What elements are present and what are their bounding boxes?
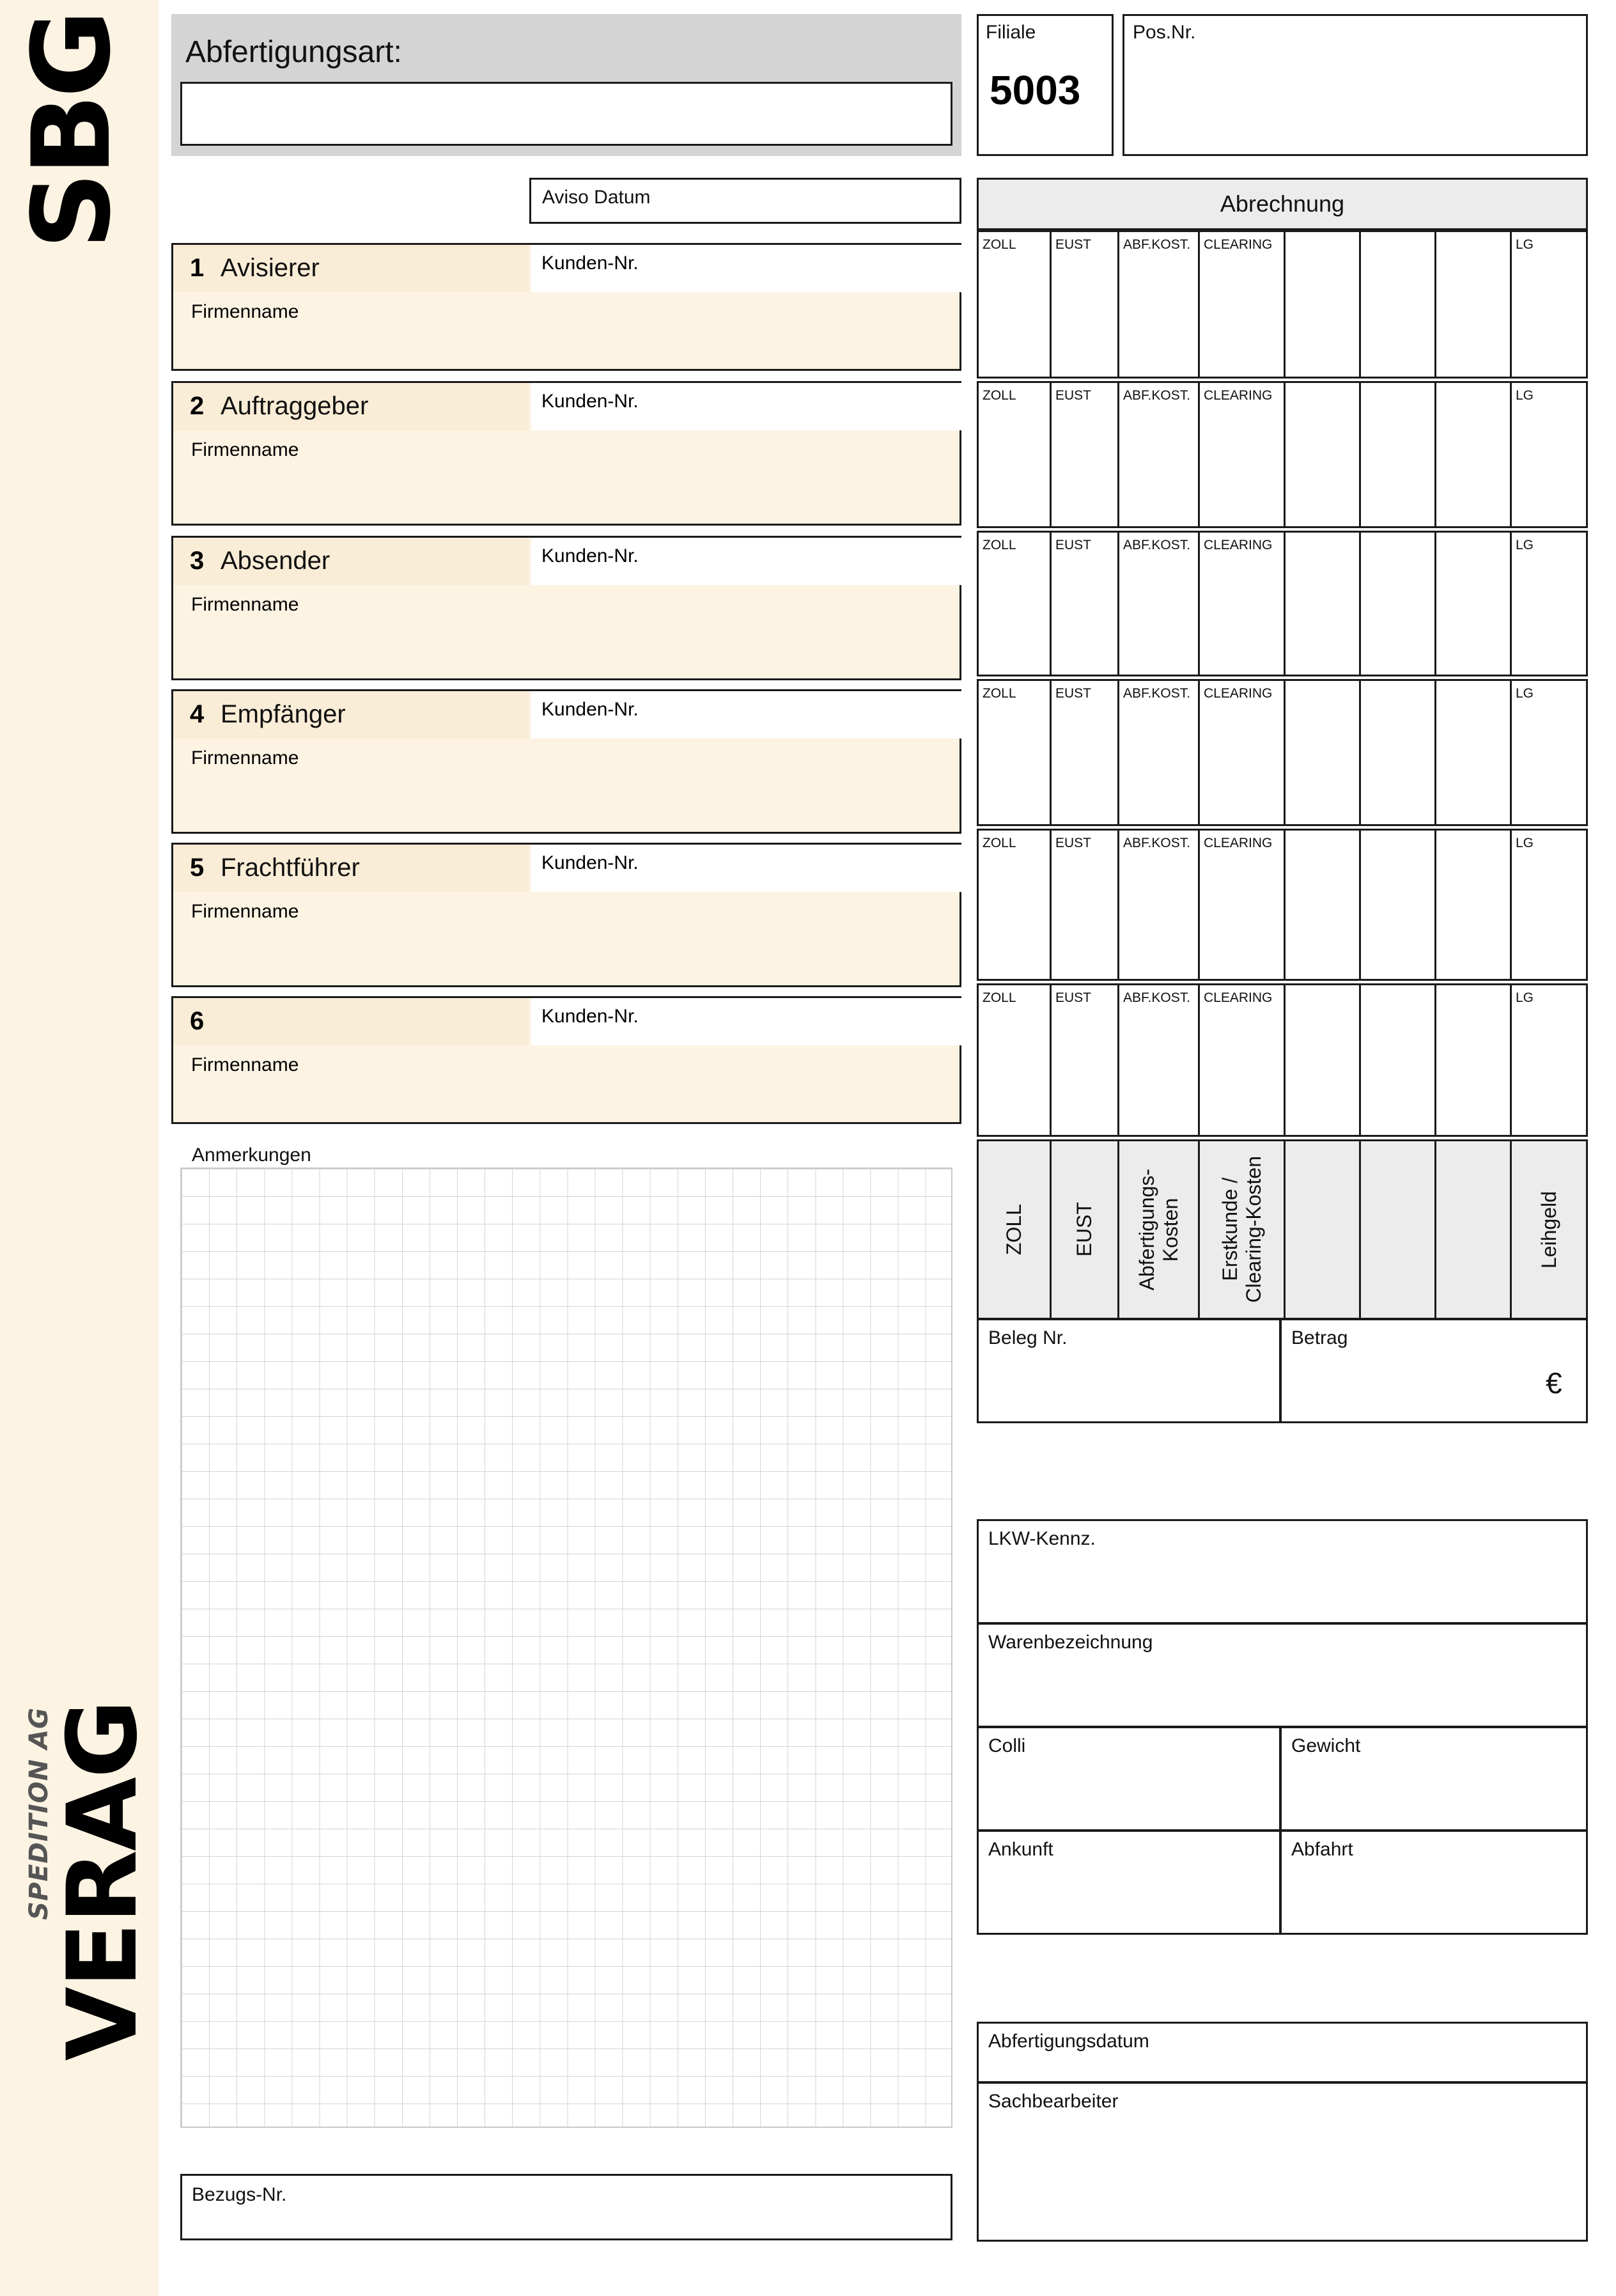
abrechnung-cell-label-r4-c2: EUST bbox=[1055, 686, 1092, 701]
abrechnung-cell-label-r6-c8: LG bbox=[1516, 990, 1534, 1005]
abrechnung-vertical-label-3: Abfertigungs- Kosten bbox=[1135, 1168, 1182, 1291]
colli-label: Colli bbox=[988, 1735, 1026, 1756]
abrechnung-cell-label-r3-c4: CLEARING bbox=[1204, 538, 1273, 552]
party-title-4: Empfänger bbox=[221, 700, 346, 728]
firmenname-label-1: Firmenname bbox=[191, 301, 299, 322]
abrechnung-cell-r4-c4[interactable] bbox=[1200, 681, 1286, 824]
abrechnung-cell-label-r1-c3: ABF.KOST. bbox=[1123, 237, 1191, 252]
abrechnung-cell-r2-c1[interactable] bbox=[979, 383, 1052, 526]
party-title-strip-5 bbox=[173, 845, 529, 892]
abfahrt-label: Abfahrt bbox=[1291, 1839, 1353, 1860]
abrechnung-cell-r6-c7[interactable] bbox=[1436, 985, 1512, 1135]
kundennr-field-6[interactable] bbox=[531, 998, 961, 1045]
abrechnung-cell-r1-c5[interactable] bbox=[1286, 232, 1361, 377]
abrechnung-cell-r5-c1[interactable] bbox=[979, 831, 1052, 979]
abrechnung-cell-r4-c1[interactable] bbox=[979, 681, 1052, 824]
party-number-3: 3 bbox=[190, 547, 205, 575]
gewicht-label: Gewicht bbox=[1291, 1735, 1361, 1756]
abrechnung-cell-label-r3-c3: ABF.KOST. bbox=[1123, 538, 1191, 552]
abrechnung-cell-r6-c4[interactable] bbox=[1200, 985, 1286, 1135]
abrechnung-vertical-label-4: Erstkunde / Clearing-Kosten bbox=[1218, 1156, 1265, 1303]
firmenname-label-3: Firmenname bbox=[191, 594, 299, 615]
verag-logo-sub: SPEDITION AG bbox=[24, 1707, 54, 1920]
abrechnung-cell-r6-c1[interactable] bbox=[979, 985, 1052, 1135]
bezugs-nr-label: Bezugs-Nr. bbox=[192, 2184, 287, 2205]
abrechnung-cell-r1-c3[interactable] bbox=[1119, 232, 1200, 377]
kundennr-label-3: Kunden-Nr. bbox=[541, 545, 639, 566]
abrechnung-cell-label-r5-c2: EUST bbox=[1055, 836, 1092, 850]
firmenname-label-4: Firmenname bbox=[191, 747, 299, 769]
abrechnung-vertical-cell-5 bbox=[1286, 1141, 1361, 1318]
posnr-label: Pos.Nr. bbox=[1133, 22, 1196, 43]
abrechnung-cell-label-r1-c8: LG bbox=[1516, 237, 1534, 252]
firmenname-label-5: Firmenname bbox=[191, 901, 299, 922]
abrechnung-cell-r4-c7[interactable] bbox=[1436, 681, 1512, 824]
abrechnung-vertical-cell-1 bbox=[979, 1141, 1052, 1318]
abrechnung-cell-label-r5-c1: ZOLL bbox=[983, 836, 1016, 850]
anmerkungen-label: Anmerkungen bbox=[192, 1144, 311, 1166]
party-title-strip-3 bbox=[173, 538, 529, 585]
abrechnung-cell-r6-c5[interactable] bbox=[1286, 985, 1361, 1135]
party-number-5: 5 bbox=[190, 854, 205, 882]
abrechnung-cell-r3-c2[interactable] bbox=[1052, 533, 1119, 675]
kundennr-field-3[interactable] bbox=[531, 538, 961, 585]
abrechnung-vertical-label-8: Leihgeld bbox=[1537, 1191, 1560, 1269]
abrechnung-cell-r3-c6[interactable] bbox=[1361, 533, 1436, 675]
abrechnung-cell-label-r2-c1: ZOLL bbox=[983, 388, 1016, 403]
abrechnung-cell-r5-c2[interactable] bbox=[1052, 831, 1119, 979]
abrechnung-cell-r3-c3[interactable] bbox=[1119, 533, 1200, 675]
abrechnung-cell-r5-c4[interactable] bbox=[1200, 831, 1286, 979]
party-number-2: 2 bbox=[190, 392, 205, 420]
abrechnung-cell-r2-c5[interactable] bbox=[1286, 383, 1361, 526]
abrechnung-cell-label-r5-c8: LG bbox=[1516, 836, 1534, 850]
abrechnung-cell-label-r4-c4: CLEARING bbox=[1204, 686, 1273, 701]
sbg-logo: SBG bbox=[9, 13, 134, 249]
abrechnung-cell-label-r6-c3: ABF.KOST. bbox=[1123, 990, 1191, 1005]
abrechnung-cell-r4-c8[interactable] bbox=[1512, 681, 1586, 824]
abrechnung-cell-r4-c5[interactable] bbox=[1286, 681, 1361, 824]
abrechnung-cell-r5-c8[interactable] bbox=[1512, 831, 1586, 979]
kundennr-label-2: Kunden-Nr. bbox=[541, 391, 639, 412]
abrechnung-row-4 bbox=[977, 679, 1588, 826]
party-title-strip-4 bbox=[173, 691, 529, 738]
abfertigungsart-label: Abfertigungsart: bbox=[185, 35, 402, 69]
abrechnung-vertical-cell-7 bbox=[1436, 1141, 1512, 1318]
abrechnung-cell-label-r4-c8: LG bbox=[1516, 686, 1534, 701]
kundennr-label-5: Kunden-Nr. bbox=[541, 852, 639, 873]
abrechnung-cell-r6-c2[interactable] bbox=[1052, 985, 1119, 1135]
abrechnung-cell-r2-c8[interactable] bbox=[1512, 383, 1586, 526]
party-block-6 bbox=[171, 996, 961, 1124]
party-title-strip-6 bbox=[173, 998, 529, 1045]
filiale-value: 5003 bbox=[990, 67, 1081, 113]
kundennr-label-6: Kunden-Nr. bbox=[541, 1006, 639, 1027]
kundennr-field-5[interactable] bbox=[531, 845, 961, 892]
abrechnung-cell-label-r2-c3: ABF.KOST. bbox=[1123, 388, 1191, 403]
abrechnung-row-6 bbox=[977, 983, 1588, 1137]
abrechnung-vertical-cell-2 bbox=[1052, 1141, 1119, 1318]
abrechnung-cell-r2-c2[interactable] bbox=[1052, 383, 1119, 526]
verag-logo bbox=[19, 1701, 159, 2199]
verag-logo-main: VERAG bbox=[47, 1701, 159, 2061]
abrechnung-cell-r2-c6[interactable] bbox=[1361, 383, 1436, 526]
abrechnung-cell-r4-c3[interactable] bbox=[1119, 681, 1200, 824]
abrechnung-row-1 bbox=[977, 230, 1588, 379]
kundennr-field-4[interactable] bbox=[531, 691, 961, 738]
party-title-strip-2 bbox=[173, 383, 529, 430]
abfertigungsdatum-label: Abfertigungsdatum bbox=[988, 2031, 1149, 2052]
abrechnung-vertical-label-2: EUST bbox=[1073, 1202, 1096, 1257]
aviso-datum-label: Aviso Datum bbox=[542, 187, 651, 208]
abrechnung-cell-label-r6-c1: ZOLL bbox=[983, 990, 1016, 1005]
abrechnung-row-3 bbox=[977, 531, 1588, 676]
party-number-4: 4 bbox=[190, 700, 205, 728]
firmenname-label-6: Firmenname bbox=[191, 1054, 299, 1075]
abrechnung-cell-r5-c6[interactable] bbox=[1361, 831, 1436, 979]
abrechnung-cell-label-r3-c8: LG bbox=[1516, 538, 1534, 552]
betrag-label: Betrag bbox=[1291, 1327, 1348, 1348]
abrechnung-cell-r1-c4[interactable] bbox=[1200, 232, 1286, 377]
party-title-strip-1 bbox=[173, 245, 529, 292]
euro-currency-symbol: € bbox=[1546, 1366, 1562, 1400]
abrechnung-cell-r3-c8[interactable] bbox=[1512, 533, 1586, 675]
kundennr-label-4: Kunden-Nr. bbox=[541, 699, 639, 720]
abrechnung-cell-r6-c3[interactable] bbox=[1119, 985, 1200, 1135]
lkw-kennzeichen-label: LKW-Kennz. bbox=[988, 1528, 1096, 1549]
abrechnung-cell-r1-c1[interactable] bbox=[979, 232, 1052, 377]
abrechnung-cell-r5-c7[interactable] bbox=[1436, 831, 1512, 979]
abrechnung-cell-label-r3-c2: EUST bbox=[1055, 538, 1092, 552]
ankunft-label: Ankunft bbox=[988, 1839, 1053, 1860]
party-block-2 bbox=[171, 381, 961, 526]
abrechnung-cell-label-r4-c3: ABF.KOST. bbox=[1123, 686, 1191, 701]
party-block-3 bbox=[171, 536, 961, 680]
kundennr-field-2[interactable] bbox=[531, 383, 961, 430]
party-number-1: 1 bbox=[190, 254, 205, 282]
abrechnung-cell-label-r2-c2: EUST bbox=[1055, 388, 1092, 403]
abrechnung-cell-r5-c3[interactable] bbox=[1119, 831, 1200, 979]
bezugs-nr-field[interactable] bbox=[180, 2174, 952, 2240]
abrechnung-cell-r3-c5[interactable] bbox=[1286, 533, 1361, 675]
beleg-nr-label: Beleg Nr. bbox=[988, 1327, 1068, 1348]
abrechnung-cell-r3-c1[interactable] bbox=[979, 533, 1052, 675]
party-title-1: Avisierer bbox=[221, 254, 320, 282]
abrechnung-cell-r1-c6[interactable] bbox=[1361, 232, 1436, 377]
party-title-3: Absender bbox=[221, 547, 330, 575]
abrechnung-vertical-label-1: ZOLL bbox=[1002, 1203, 1026, 1256]
abrechnung-cell-label-r3-c1: ZOLL bbox=[983, 538, 1016, 552]
abrechnung-cell-label-r2-c8: LG bbox=[1516, 388, 1534, 403]
abrechnung-cell-r5-c5[interactable] bbox=[1286, 831, 1361, 979]
abrechnung-cell-r6-c6[interactable] bbox=[1361, 985, 1436, 1135]
abrechnung-title: Abrechnung bbox=[1220, 191, 1345, 217]
abrechnung-vertical-cell-3 bbox=[1119, 1141, 1200, 1318]
abrechnung-cell-label-r6-c2: EUST bbox=[1055, 990, 1092, 1005]
abrechnung-cell-r4-c2[interactable] bbox=[1052, 681, 1119, 824]
abrechnung-cell-r3-c7[interactable] bbox=[1436, 533, 1512, 675]
kundennr-field-1[interactable] bbox=[531, 245, 961, 292]
party-title-2: Auftraggeber bbox=[221, 392, 369, 420]
abrechnung-cell-label-r5-c4: CLEARING bbox=[1204, 836, 1273, 850]
abrechnung-cell-r2-c4[interactable] bbox=[1200, 383, 1286, 526]
party-block-1 bbox=[171, 243, 961, 371]
abrechnung-cell-r4-c6[interactable] bbox=[1361, 681, 1436, 824]
party-title-5: Frachtführer bbox=[221, 854, 360, 882]
abfertigungsart-section bbox=[171, 14, 961, 156]
abrechnung-cell-r1-c2[interactable] bbox=[1052, 232, 1119, 377]
abrechnung-vertical-cell-6 bbox=[1361, 1141, 1436, 1318]
abrechnung-cell-label-r6-c4: CLEARING bbox=[1204, 990, 1273, 1005]
abrechnung-cell-r2-c3[interactable] bbox=[1119, 383, 1200, 526]
warenbezeichnung-label: Warenbezeichnung bbox=[988, 1632, 1153, 1653]
abrechnung-cell-r1-c8[interactable] bbox=[1512, 232, 1586, 377]
abrechnung-vertical-cell-8 bbox=[1512, 1141, 1586, 1318]
filiale-label: Filiale bbox=[986, 22, 1036, 43]
sachbearbeiter-label: Sachbearbeiter bbox=[988, 2091, 1119, 2112]
abrechnung-cell-r6-c8[interactable] bbox=[1512, 985, 1586, 1135]
abrechnung-cell-label-r1-c2: EUST bbox=[1055, 237, 1092, 252]
party-number-6: 6 bbox=[190, 1007, 205, 1035]
abrechnung-cell-label-r2-c4: CLEARING bbox=[1204, 388, 1273, 403]
abfertigungsart-input[interactable] bbox=[180, 82, 952, 146]
abrechnung-cell-r3-c4[interactable] bbox=[1200, 533, 1286, 675]
abrechnung-cell-label-r4-c1: ZOLL bbox=[983, 686, 1016, 701]
abrechnung-vertical-labels bbox=[977, 1139, 1588, 1320]
party-block-4 bbox=[171, 689, 961, 834]
abrechnung-cell-r2-c7[interactable] bbox=[1436, 383, 1512, 526]
abrechnung-row-2 bbox=[977, 381, 1588, 528]
abrechnung-cell-label-r5-c3: ABF.KOST. bbox=[1123, 836, 1191, 850]
abrechnung-row-5 bbox=[977, 829, 1588, 981]
kundennr-label-1: Kunden-Nr. bbox=[541, 253, 639, 274]
abrechnung-cell-label-r1-c1: ZOLL bbox=[983, 237, 1016, 252]
abrechnung-vertical-cell-4 bbox=[1200, 1141, 1286, 1318]
anmerkungen-grid[interactable] bbox=[180, 1168, 952, 2128]
firmenname-label-2: Firmenname bbox=[191, 439, 299, 460]
abrechnung-cell-r1-c7[interactable] bbox=[1436, 232, 1512, 377]
party-block-5 bbox=[171, 843, 961, 987]
abrechnung-cell-label-r1-c4: CLEARING bbox=[1204, 237, 1273, 252]
